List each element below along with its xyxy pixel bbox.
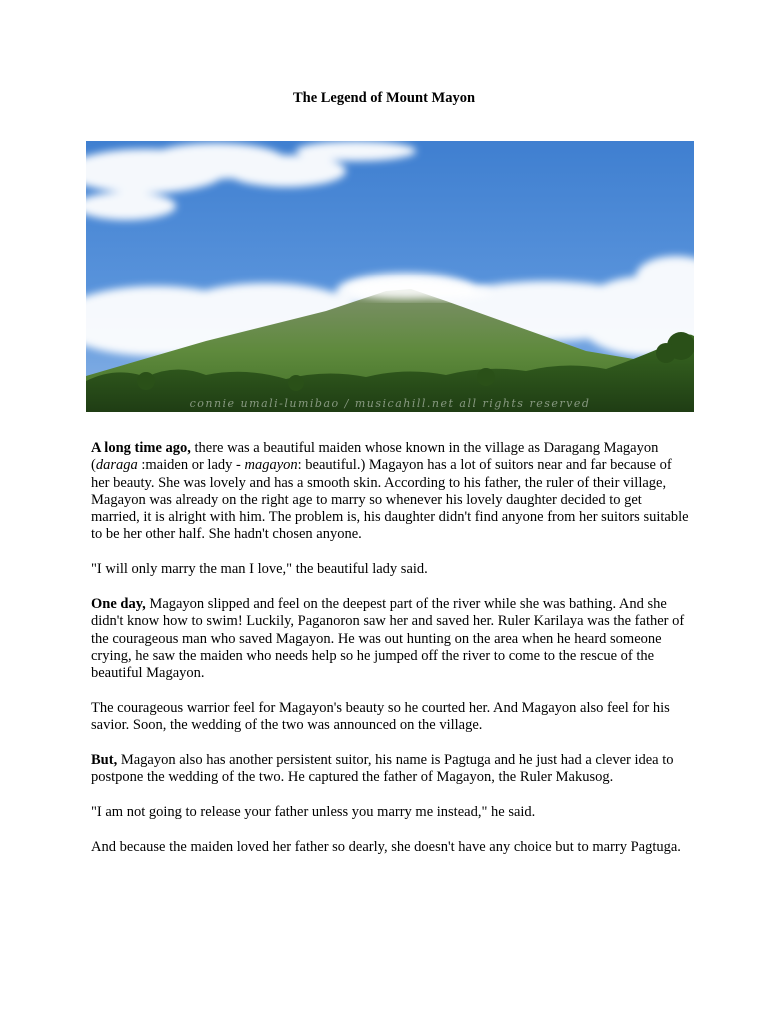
paragraph-5: But, Magayon also has another persistent suitor, his name is Pagtuga and he just had a clever idea to postpone the wedding of the two. He captured the father of Magayon, the Ruler Makusog. bbox=[91, 752, 674, 786]
paragraph-2: "I will only marry the man I love," the beautiful lady said. bbox=[91, 561, 428, 578]
paragraph-4: The courageous warrior feel for Magayon's beauty so he courted her. And Magayon also feel for his savior. Soon, the wedding of the two was announced on the village. bbox=[91, 700, 670, 734]
paragraph-6: "I am not going to release your father unless you marry me instead," he said. bbox=[91, 804, 536, 821]
paragraph-lead: But, bbox=[91, 752, 118, 769]
term-magayon: magayon bbox=[244, 457, 298, 474]
mount-mayon-photo bbox=[86, 141, 694, 412]
paragraph-1: A long time ago, there was a beautiful maiden whose known in the village as Daragang Magayon (daraga :maiden or lady - magayon: beautiful.) Magayon has a lot of suitors near and far because of her beauty. She was lovely and has a smooth skin. According to his father, the ruler of their village, Magayon was already on the right age to marry so whenever his lovely daughter decided to get married, it is alright with him. The problem is, his daughter didn't find anyone from her suitors suitable to be her other half. She hadn't chosen anyone. bbox=[91, 440, 689, 543]
term-daraga: daraga bbox=[95, 457, 138, 474]
photo-watermark: connie umali-lumibao / musicahill.net all rights reserved bbox=[189, 397, 591, 410]
paragraph-7: And because the maiden loved her father so dearly, she doesn't have any choice but to marry Pagtuga. bbox=[91, 839, 681, 856]
page-title: The Legend of Mount Mayon bbox=[292, 90, 476, 106]
paragraph-3: One day, Magayon slipped and feel on the deepest part of the river while she was bathing. And she didn't know how to swim! Luckily, Paganoron saw her and saved her. Ruler Karilaya was the father of the courageous man who saved Magayon. He was out hunting on the area when he heard someone crying, he saw the maiden who needs help so he jumped off the river to come to the rescue of the beautiful Magayon. bbox=[91, 596, 685, 682]
paragraph-lead: A long time ago, bbox=[91, 440, 191, 456]
paragraph-lead: One day, bbox=[91, 596, 146, 613]
story-body bbox=[91, 440, 691, 874]
